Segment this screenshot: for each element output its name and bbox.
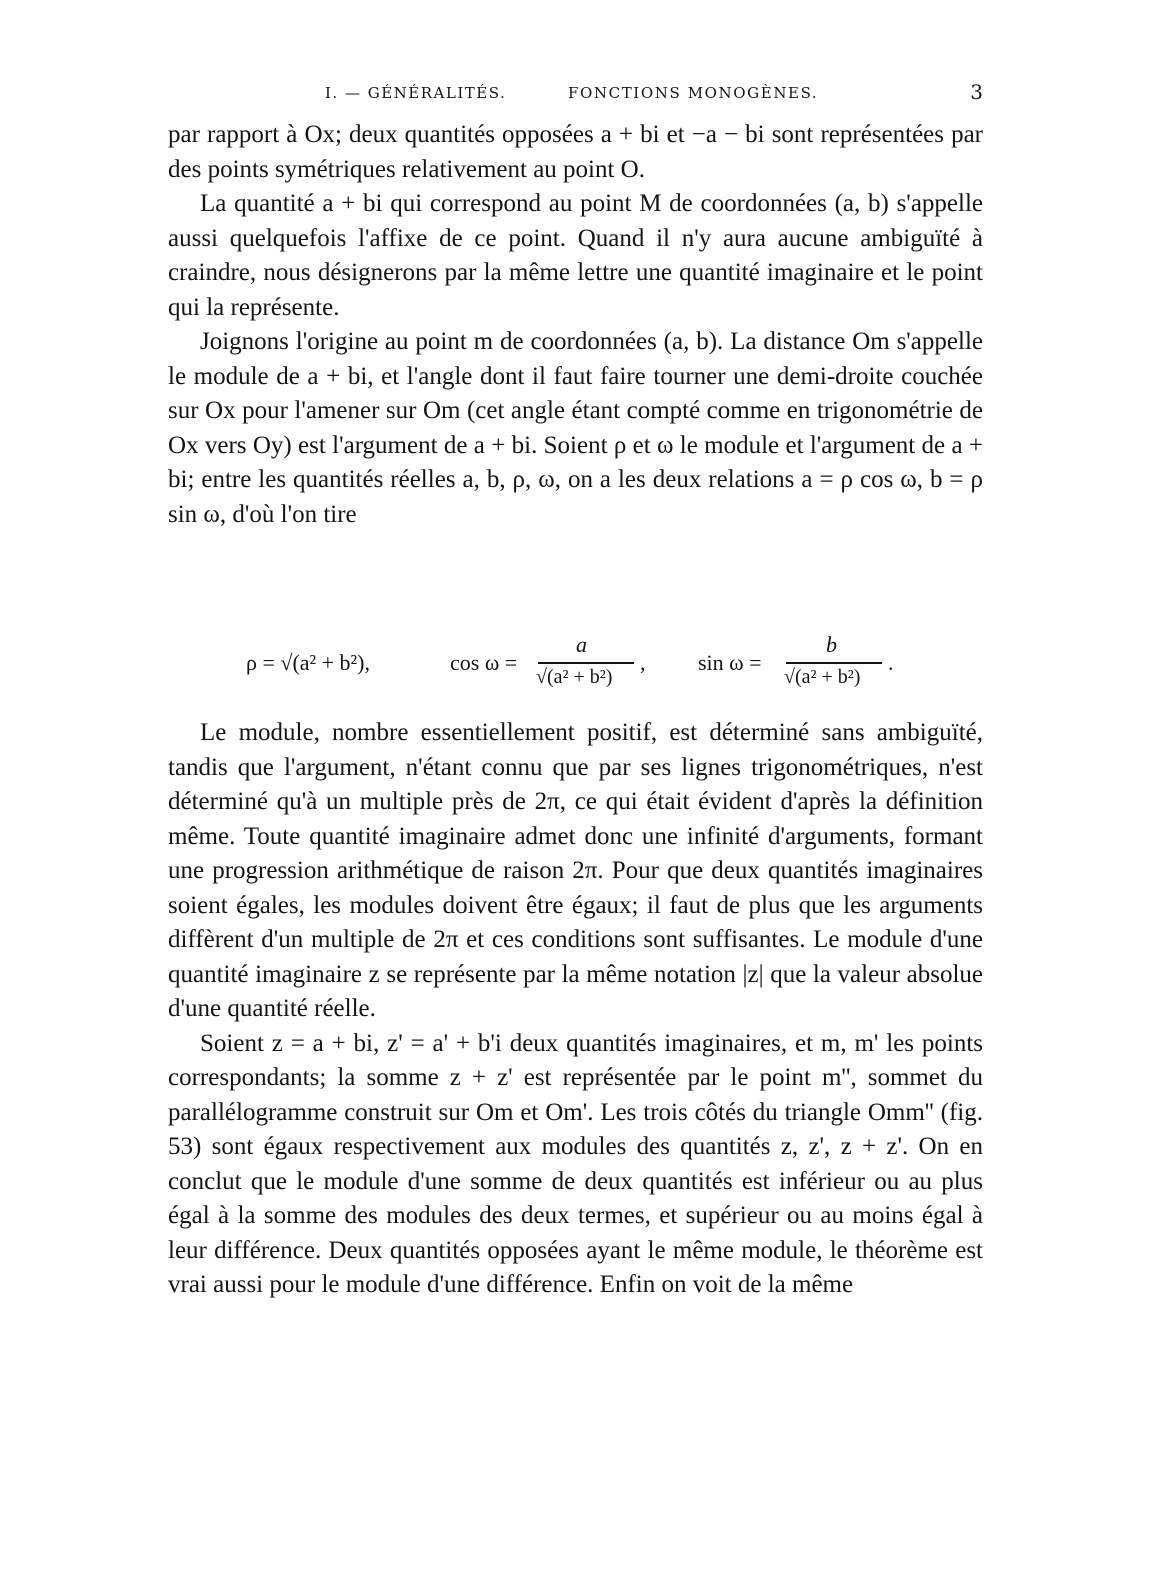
paragraph: Joignons l'origine au point m de coordonnées (a, b). La distance Om s'appelle le module de a + bi, et l'angle dont il faut faire tourner une demi-droite couchée sur Ox pour l'amener sur Om (cet angle étant compté comme en trigonométrie de Ox vers Oy) est l'argument de a + bi. Soient ρ et ω le module et l'argument de a + bi; entre les quantités réelles a, b, ρ, ω, on a les deux relations a = ρ cos ω, b = ρ sin ω, d'où l'on tire [168, 328, 983, 528]
formula-sin-denominator: √(a² + b²) [784, 666, 861, 688]
formula-cos-end: , [640, 650, 646, 675]
text-block-before-formula [168, 118, 983, 532]
header-title: FONCTIONS MONOGÈNES. [568, 84, 819, 102]
formula-cos-lhs: cos ω = [450, 650, 518, 675]
fraction-bar [786, 662, 882, 664]
text-block-after-formula [168, 716, 983, 1303]
page-number: 3 [970, 80, 983, 104]
formula-cos-denominator: √(a² + b²) [536, 666, 613, 688]
paragraph: Le module, nombre essentiellement positif, est déterminé sans ambiguïté, tandis que l'argument, n'étant connu que par ses lignes trigonométriques, n'est déterminé qu'à un multiple près de 2π, ce qui était évident d'après la définition même. Toute quantité imaginaire admet donc une infinité d'arguments, formant une progression arithmétique de raison 2π. Pour que deux quantités imaginaires soient égales, les modules doivent être égaux; il faut de plus que les arguments diffèrent d'un multiple de 2π et ces conditions sont suffisantes. Le module d'une quantité imaginaire z se représente par la même notation |z| que la valeur absolue d'une quantité réelle. [168, 719, 983, 1022]
fraction-bar [538, 662, 634, 664]
formula-rho: ρ = √(a² + b²), [246, 650, 370, 675]
formula-sin-lhs: sin ω = [698, 650, 762, 675]
paragraph: La quantité a + bi qui correspond au point M de coordonnées (a, b) s'appelle aussi quelquefois l'affixe de ce point. Quand il n'y aura aucune ambiguïté à craindre, nous désignerons par la même lettre une quantité imaginaire et le point qui la représente. [168, 190, 983, 321]
paragraph: Soient z = a + bi, z' = a' + b'i deux quantités imaginaires, et m, m' les points correspondants; la somme z + z' est représentée par le point m'', sommet du parallélogramme construit sur Om et Om'. Les trois côtés du triangle Omm'' (fig. 53) sont égaux respectivement aux modules des quantités z, z', z + z'. On en conclut que le module d'une somme de deux quantités est inférieur ou au plus égal à la somme des modules des deux termes, et supérieur ou au moins égal à leur différence. Deux quantités opposées ayant le même module, le théorème est vrai aussi pour le module d'une différence. Enfin on voit de la même [168, 1029, 983, 1298]
formula-sin-numerator: b [826, 632, 837, 657]
paragraph: par rapport à Ox; deux quantités opposées a + bi et −a − bi sont représentées par des points symétriques relativement au point O. [168, 121, 983, 183]
display-formula [168, 632, 983, 702]
formula-cos-numerator: a [576, 632, 587, 657]
formula-sin-end: . [888, 650, 894, 675]
running-header [168, 80, 983, 110]
header-section: I. — GÉNÉRALITÉS. [325, 84, 507, 102]
